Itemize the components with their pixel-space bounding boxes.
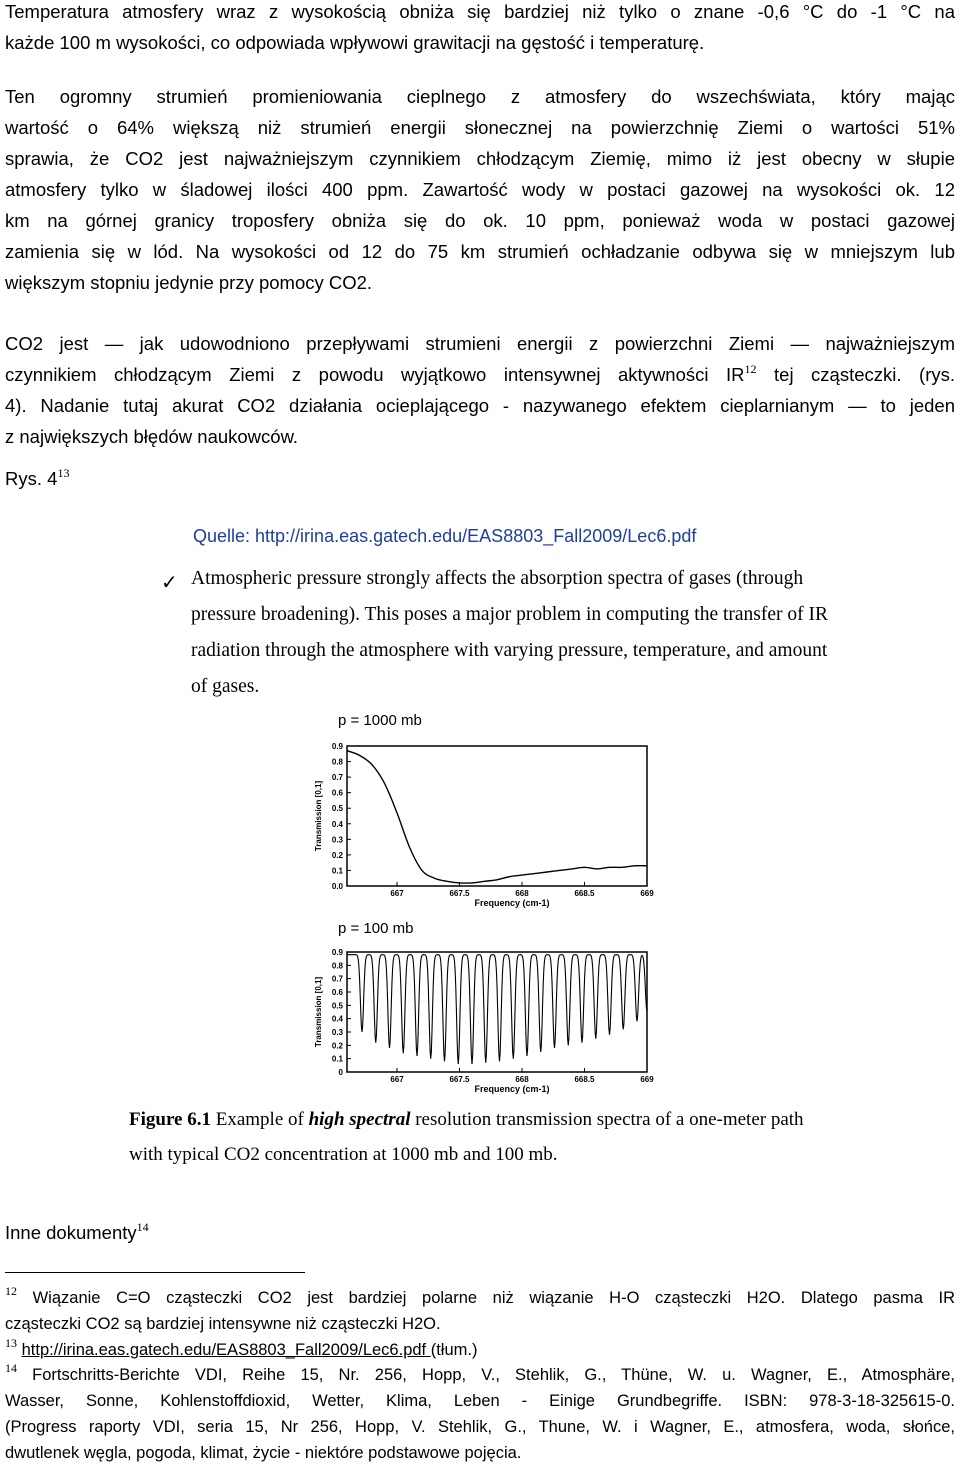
caption-bold: Figure 6.1 — [129, 1109, 211, 1130]
text-line: 4). Nadanie tutaj akurat CO2 działania ocieplającego - nazywanego efektem cieplarnianym — to jeden — [5, 395, 955, 416]
x-tick-label: 668 — [515, 1075, 529, 1084]
footnote-line — [5, 1285, 955, 1311]
footnote-number: 13 — [5, 1336, 17, 1350]
footnote-14 — [5, 1362, 955, 1466]
series-line — [347, 751, 647, 883]
text-line: Temperatura atmosfery wraz z wysokością obniża się bardziej niż tylko o znane -0,6 °C do -1 °C na — [5, 1, 955, 22]
footnote-ref-13[interactable]: 13 — [57, 466, 70, 480]
y-tick-label: 0.3 — [331, 1028, 343, 1037]
y-tick-label: 0.0 — [331, 882, 343, 891]
text-line: z największych błędów naukowców. — [5, 426, 299, 447]
bullet-line: of gases. — [191, 676, 260, 697]
text-line: zamienia się w lód. Na wysokości od 12 do 75 km strumień ochładzanie odbywa się w mniejszym lub — [5, 241, 955, 262]
footnote-line — [5, 1337, 955, 1363]
y-tick-label: 0.6 — [331, 988, 343, 997]
y-tick-label: 0.8 — [331, 757, 343, 767]
x-tick-label: 667.5 — [449, 1075, 470, 1084]
y-tick-label: 0.2 — [331, 850, 343, 860]
x-tick-label: 668.5 — [574, 1075, 595, 1084]
y-tick-label: 0.7 — [331, 974, 343, 984]
y-axis-label: Transmission [0,1] — [314, 780, 323, 852]
text-line: Ten ogromny strumień promieniowania cieplnego z atmosfery do wszechświata, który mając — [5, 86, 955, 107]
figure-caption-line2: with typical CO2 concentration at 1000 mb and 100 mb. — [129, 1144, 558, 1165]
footnote-number: 14 — [5, 1361, 17, 1375]
figure-caption-line1 — [129, 1109, 804, 1131]
footnote-line: dwutlenek węgla, pogoda, klimat, życie - niektóre podstawowe pojęcia. — [5, 1444, 522, 1462]
y-tick-label: 0.7 — [331, 773, 343, 783]
figure-source: Quelle: http://irina.eas.gatech.edu/EAS8803_Fall2009/Lec6.pdf — [193, 526, 697, 546]
text-line: km na górnej granicy troposfery obniża się do ok. 10 ppm, ponieważ woda w postaci gazowej — [5, 210, 955, 231]
footnote-line — [5, 1362, 955, 1388]
y-tick-label: 0 — [338, 1068, 343, 1077]
footnote-line: cząsteczki CO2 są bardziej intensywne niż cząsteczki H2O. — [5, 1315, 441, 1333]
plot2-chart — [303, 946, 703, 1096]
text-line: CO2 jest — jak udowodniono przepływami strumieni energii z powierzchni Ziemi — najważniejszym — [5, 333, 955, 354]
text-span: czynnikiem chłodzącym Ziemi z powodu wyjątkowo intensywnej aktywności IR — [5, 364, 745, 385]
caption-emphasis: high spectral — [308, 1109, 411, 1130]
y-tick-label: 0.5 — [331, 1001, 343, 1011]
y-tick-label: 0.8 — [331, 961, 343, 971]
footnote-12 — [5, 1285, 955, 1337]
figure-label-text: Rys. 4 — [5, 468, 58, 489]
checkmark-icon: ✓ — [161, 572, 178, 594]
paragraph-temperature — [5, 0, 955, 58]
paragraph-radiation — [5, 81, 955, 298]
footnote-13 — [5, 1337, 955, 1363]
x-axis-label: Frequency (cm-1) — [474, 1084, 550, 1094]
plot1-title: p = 1000 mb — [338, 712, 422, 729]
y-tick-label: 0.2 — [331, 1041, 343, 1051]
figure-label — [5, 468, 69, 490]
y-tick-label: 0.1 — [331, 866, 343, 876]
plot-frame — [347, 746, 647, 886]
x-tick-label: 668 — [515, 889, 529, 898]
footnote-line: (Progress raporty VDI, seria 15, Nr 256, Hopp, V. Stehlik, G., Thune, W. i Wagner, E., atmosfera, woda, słońce, — [5, 1418, 955, 1436]
figure-image — [125, 520, 865, 1175]
other-documents-label — [5, 1222, 149, 1244]
bullet-line: Atmospheric pressure strongly affects the absorption spectra of gases (through — [191, 568, 804, 589]
plot2-title: p = 100 mb — [338, 920, 414, 937]
y-tick-label: 0.3 — [331, 835, 343, 845]
x-tick-label: 669 — [640, 1075, 654, 1084]
footnote-ref-14[interactable]: 14 — [136, 1220, 149, 1234]
footnote-source-link[interactable]: http://irina.eas.gatech.edu/EAS8803_Fall2009/Lec6.pdf — [21, 1341, 431, 1359]
paragraph-co2 — [5, 328, 955, 452]
text-line: wartość o 64% większą niż strumień energii słonecznej na powierzchnię Ziemi o wartości 51% — [5, 117, 955, 138]
y-tick-label: 0.9 — [331, 948, 343, 957]
y-axis-label: Transmission [0,1] — [314, 976, 323, 1048]
text-line — [5, 359, 955, 390]
bullet-line: pressure broadening). This poses a major problem in computing the transfer of IR — [191, 604, 829, 625]
y-tick-label: 0.5 — [331, 804, 343, 814]
footnote-text: Wiązanie C=O cząsteczki CO2 jest bardziej polarne niż wiązanie H-O cząsteczki H2O. Dlatego pasma IR — [17, 1289, 955, 1307]
text-line: atmosfery tylko w śladowej ilości 400 ppm. Zawartość wody w postaci gazowej na wysokości ok. 12 — [5, 179, 955, 200]
x-tick-label: 669 — [640, 889, 654, 898]
text-span: tej cząsteczki. (rys. — [756, 364, 955, 385]
y-tick-label: 0.4 — [331, 819, 343, 829]
x-tick-label: 667 — [390, 1075, 404, 1084]
footnote-line: Wasser, Sonne, Kohlenstoffdioxid, Wetter, Klima, Leben - Einige Grundbegriffe. ISBN: 978-3-18-325615-0. — [5, 1392, 955, 1410]
footnote-number: 12 — [5, 1284, 17, 1298]
x-axis-label: Frequency (cm-1) — [474, 898, 550, 908]
footnote-text: (tłum.) — [430, 1341, 478, 1359]
caption-text: Example of — [210, 1109, 309, 1130]
x-tick-label: 668.5 — [574, 889, 595, 898]
series-line — [347, 955, 647, 1064]
y-tick-label: 0.6 — [331, 788, 343, 798]
x-tick-label: 667 — [390, 889, 404, 898]
y-tick-label: 0.9 — [331, 742, 343, 751]
text-line: większym stopniu jedynie przy pomocy CO2. — [5, 272, 373, 293]
bullet-line: radiation through the atmosphere with varying pressure, temperature, and amount — [191, 640, 828, 661]
x-tick-label: 667.5 — [449, 889, 470, 898]
y-tick-label: 0.4 — [331, 1014, 343, 1024]
caption-text: resolution transmission spectra of a one-meter path — [410, 1109, 804, 1130]
footnote-separator — [5, 1272, 305, 1273]
text-line: każde 100 m wysokości, co odpowiada wpływowi grawitacji na gęstość i temperaturę. — [5, 32, 705, 53]
other-documents-text: Inne dokumenty — [5, 1222, 137, 1243]
footnote-ref-12[interactable]: 12 — [744, 362, 757, 376]
plot1-chart — [303, 738, 703, 918]
footnote-text: Fortschritts-Berichte VDI, Reihe 15, Nr. 256, Hopp, V., Stehlik, G., Thüne, W. u. Wagner, E., Atmosphäre, — [17, 1366, 955, 1384]
text-line: sprawia, że CO2 jest najważniejszym czynnikiem chłodzącym Ziemię, mimo iż jest obecny w słupie — [5, 148, 955, 169]
y-tick-label: 0.1 — [331, 1054, 343, 1064]
